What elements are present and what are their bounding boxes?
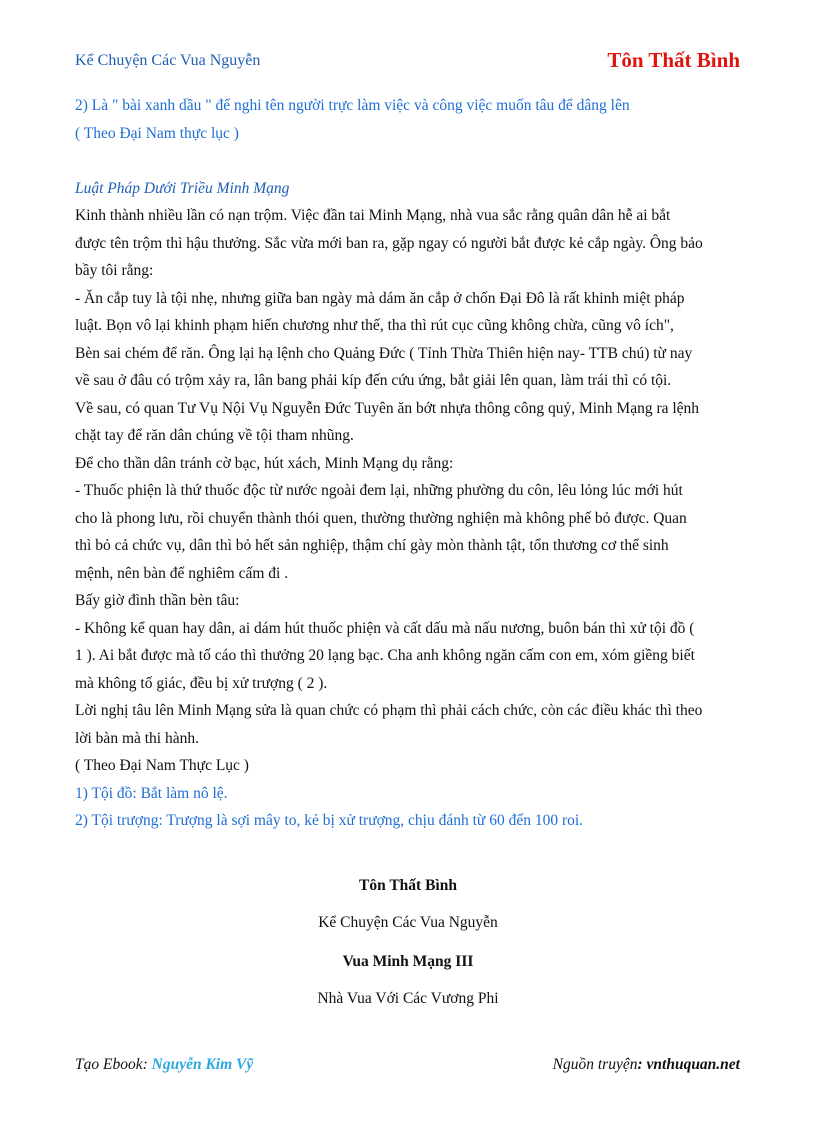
body-line: mà không tố giác, đều bị xử trượng ( 2 ). <box>75 674 328 692</box>
body-line: Để cho thần dân tránh cờ bạc, hút xách, Minh Mạng dụ rằng: <box>75 454 454 472</box>
body-line: luật. Bọn vô lại khinh phạm hiến chương như thế, tha thì rút cục cũng không chừa, cũng vô ích", <box>75 317 674 334</box>
footer-credit <box>75 1056 253 1074</box>
footer-credit-name: Nguyễn Kim Vỹ <box>151 1056 254 1073</box>
body-line: 1 ). Ai bắt được mà tố cáo thì thưởng 20 lạng bạc. Cha anh không ngăn cấm con em, xóm giềng biết <box>75 647 695 664</box>
footer-source-sep: : <box>637 1056 647 1073</box>
header-book-title: Kể Chuyện Các Vua Nguyễn <box>75 52 261 69</box>
body-line: Bèn sai chém để răn. Ông lại hạ lệnh cho Quảng Đức ( Tỉnh Thừa Thiên hiện nay- TTB chú) từ nay <box>75 344 693 362</box>
body-line: về sau ở đâu có trộm xảy ra, lân bang phải kíp đến cứu ứng, bắt giải lên quan, làm trái thì có tội. <box>75 372 672 389</box>
body-line: thì bỏ cả chức vụ, dân thì bỏ hết sản nghiệp, thậm chí gày mòn thành tật, tổn thương cơ thể sinh <box>75 537 669 554</box>
section-title: Luật Pháp Dưới Triều Minh Mạng <box>75 179 290 197</box>
footer-source-site[interactable]: vnthuquan.net <box>646 1056 740 1073</box>
body-line: mệnh, nên bàn để nghiêm cấm đi . <box>75 564 289 582</box>
footer-credit-sep: : <box>142 1056 152 1073</box>
body-line: Kinh thành nhiều lần có nạn trộm. Việc đần tai Minh Mạng, nhà vua sắc rằng quân dân hễ ai bắt <box>75 207 671 224</box>
footer-credit-label: Tạo Ebook <box>75 1056 143 1073</box>
body-line: chặt tay để răn dân chúng về tội tham nhũng. <box>75 427 354 444</box>
page-body <box>75 92 747 835</box>
body-line: - Thuốc phiện là thứ thuốc độc từ nước ngoài đem lại, những phường du côn, lêu lỏng lúc mới hút <box>75 482 683 499</box>
footer-source <box>553 1056 740 1074</box>
body-line: ( Theo Đại Nam Thực Lục ) <box>75 757 249 774</box>
body-line: Về sau, có quan Tư Vụ Nội Vụ Nguyễn Đức Tuyên ăn bớt nhựa thông công quỷ, Minh Mạng ra lệnh <box>75 399 700 417</box>
footnote: 1) Tội đồ: Bắt làm nô lệ. <box>75 784 228 802</box>
body-line: được tên trộm thì hậu thưởng. Sắc vừa mới ban ra, gặp ngay có người bắt được kẻ cắp ngày. Ông bảo <box>75 234 703 252</box>
body-line: - Không kể quan hay dân, ai dám hút thuốc phiện và cất dấu mà nấu nương, buôn bán thì xử tội đồ ( <box>75 619 695 637</box>
body-line: lời bàn mà thi hành. <box>75 729 199 747</box>
closing-book: Kể Chuyện Các Vua Nguyễn <box>318 914 498 931</box>
next-chapter-title: Vua Minh Mạng III <box>342 953 474 970</box>
header-author: Tôn Thất Bình <box>607 48 740 72</box>
closing-author: Tôn Thất Bình <box>359 877 457 894</box>
footnote: 2) Tội trượng: Trượng là sợi mây to, kẻ bị xử trượng, chịu đánh từ 60 đến 100 roi. <box>75 812 584 829</box>
body-line: - Ăn cắp tuy là tội nhẹ, nhưng giữa ban ngày mà dám ăn cắp ở chốn Đại Đô là rất khinh miệt pháp <box>75 289 685 307</box>
body-line: Lời nghị tâu lên Minh Mạng sửa là quan chức có phạm thì phải cách chức, còn các điều khác thì theo <box>75 702 703 719</box>
footer-source-label: Nguồn truyện <box>552 1056 638 1073</box>
top-note-source: ( Theo Đại Nam thực lục ) <box>75 124 239 142</box>
body-line: bầy tôi rằng: <box>75 262 154 279</box>
spacer <box>75 147 747 175</box>
next-chapter-subtitle: Nhà Vua Với Các Vương Phi <box>317 990 499 1007</box>
body-line: cho là phong lưu, rồi chuyển thành thói quen, thường thường nghiện mà không phế bỏ được. Quan <box>75 509 687 527</box>
body-line: Bấy giờ đình thần bèn tâu: <box>75 592 240 609</box>
top-note-line: 2) Là " bài xanh dầu " để nghi tên người trực làm việc và công việc muốn tâu để dâng lên <box>75 97 630 114</box>
